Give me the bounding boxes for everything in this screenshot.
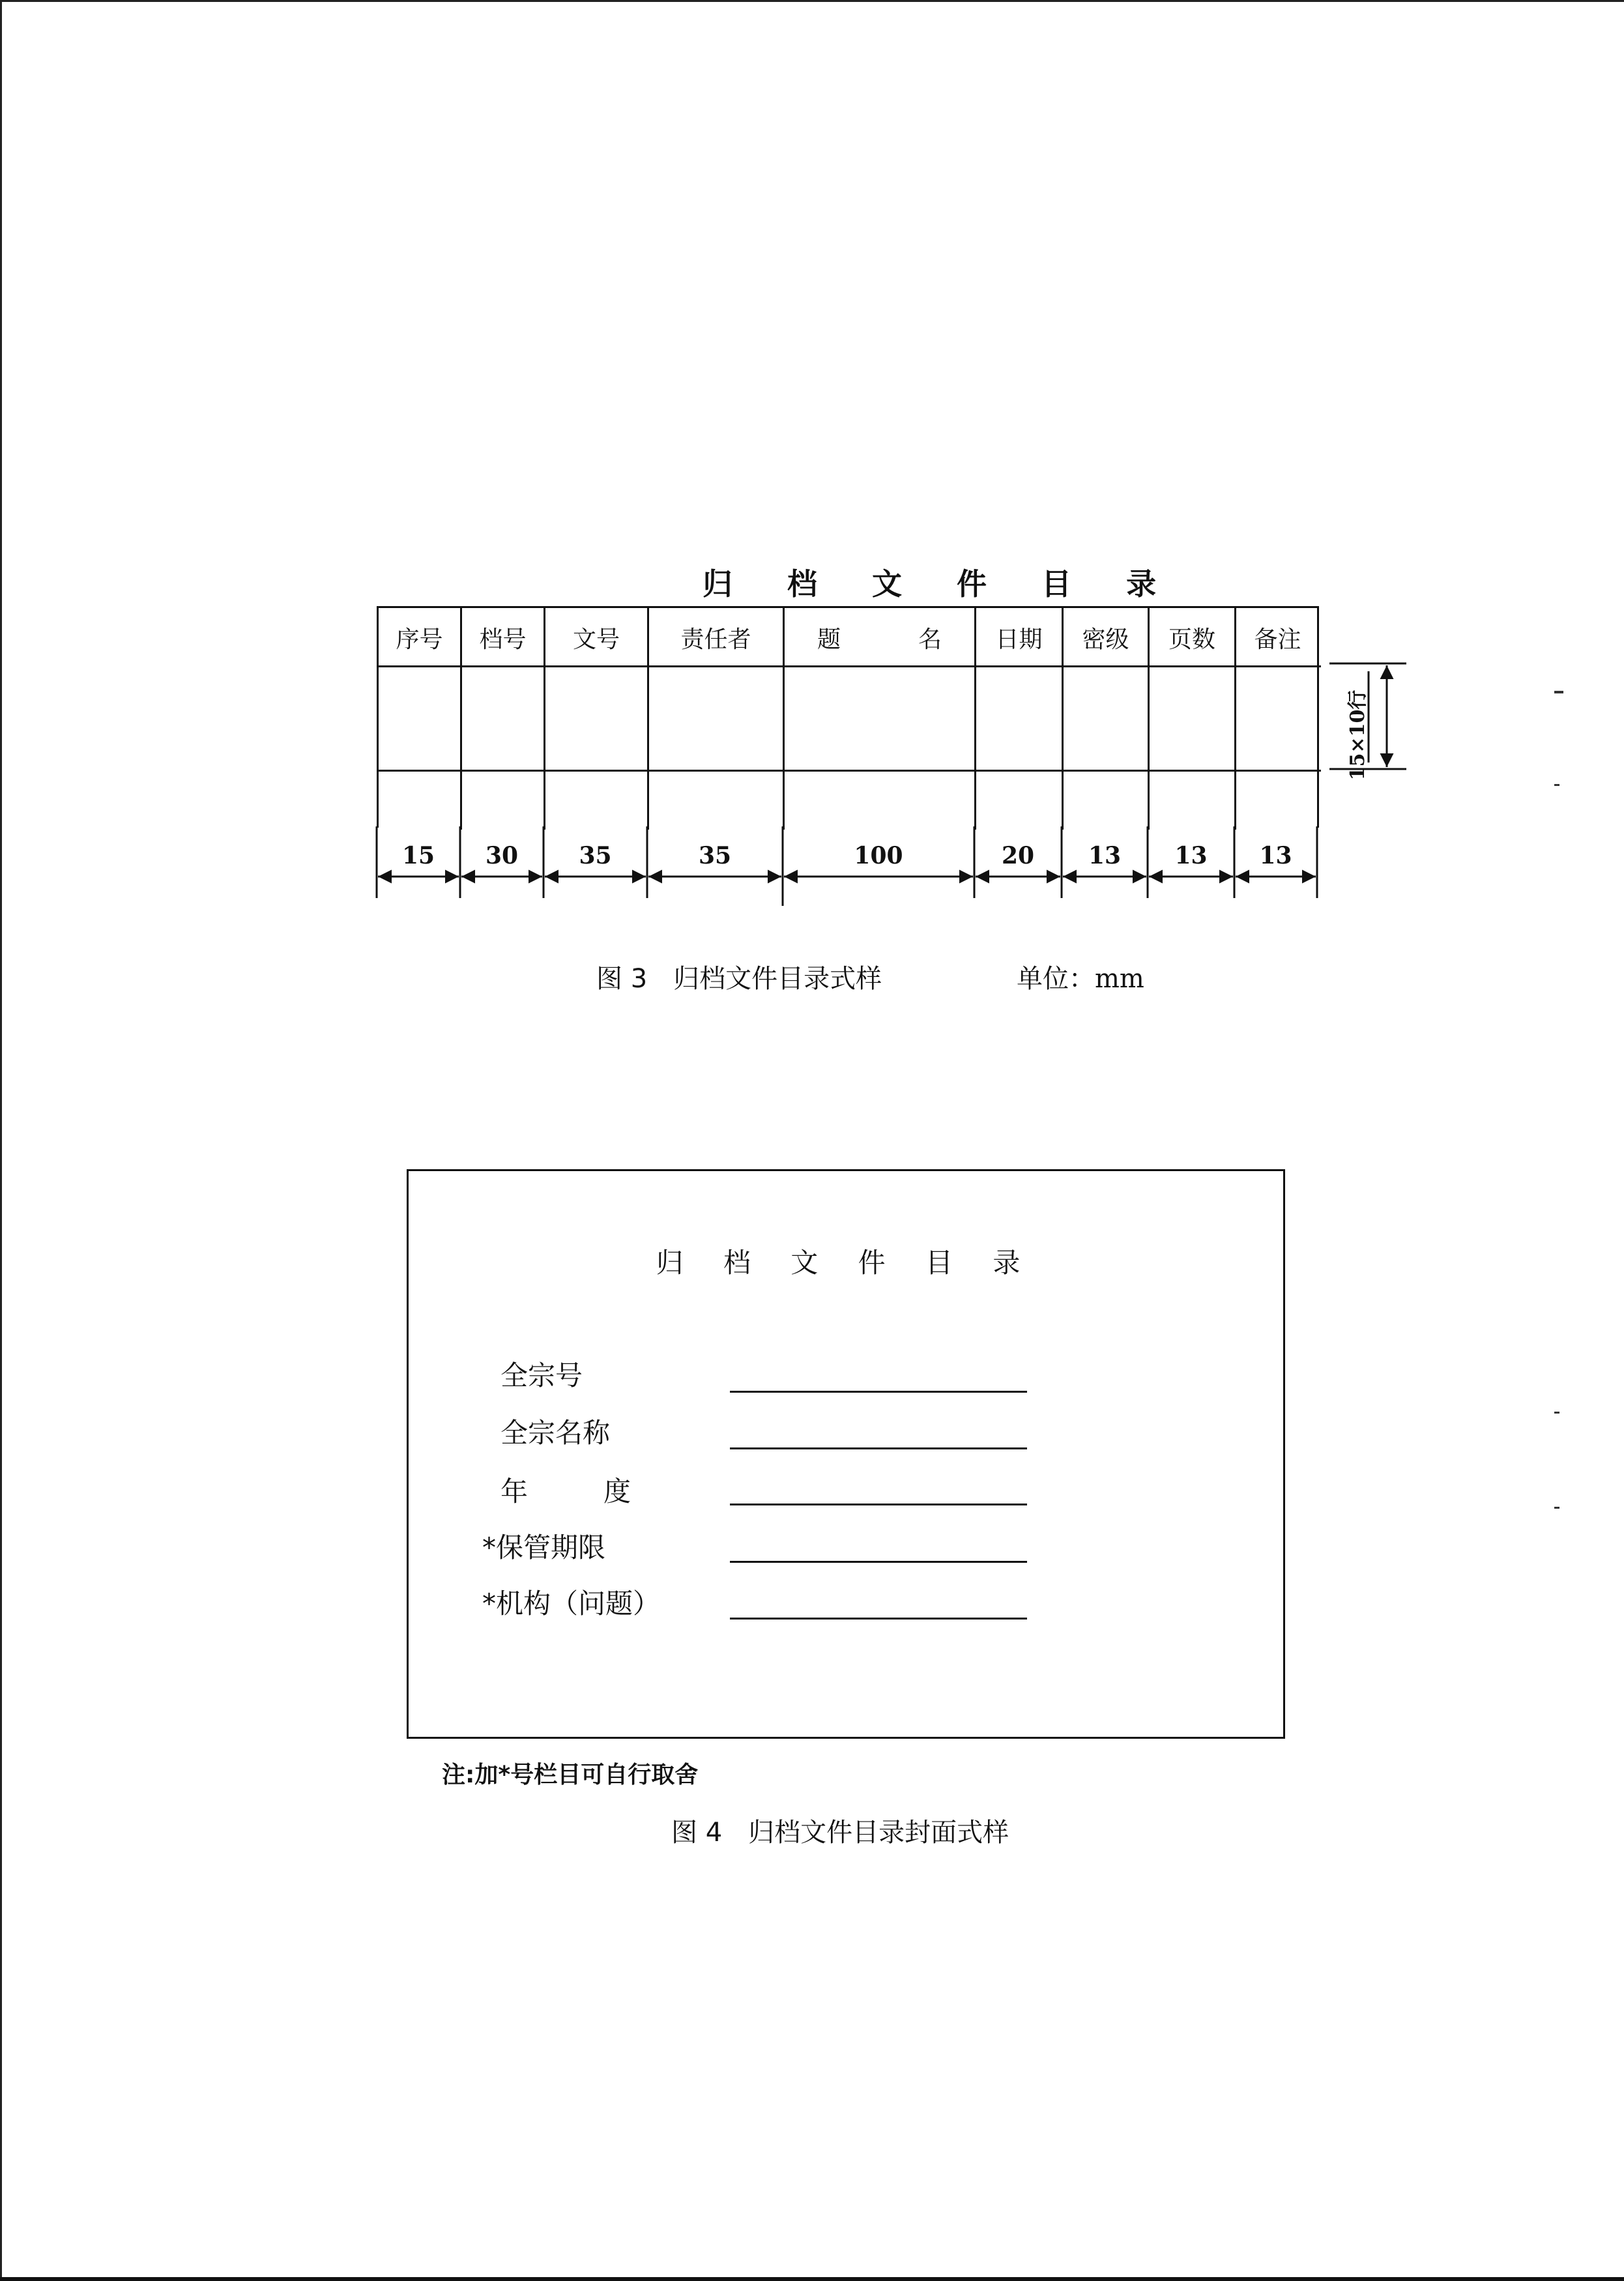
header-cell-title bbox=[785, 621, 974, 654]
optional-fields-note: 注:加*号栏目可自行取舍 bbox=[442, 1762, 699, 1788]
field-label-year bbox=[500, 1472, 631, 1508]
scan-speck bbox=[1554, 1412, 1559, 1414]
field-label-year-part-2: 度 bbox=[603, 1475, 631, 1507]
header-title-part-2: 名 bbox=[918, 626, 942, 653]
catalog-sample-table bbox=[377, 606, 1319, 828]
width-label-remarks: 13 bbox=[1259, 842, 1292, 869]
header-cell-remarks: 备注 bbox=[1254, 626, 1301, 653]
scan-border-left bbox=[0, 0, 2, 2281]
scan-speck bbox=[1554, 784, 1559, 786]
header-title-part-1: 题 bbox=[817, 626, 841, 653]
scan-border-top bbox=[0, 0, 1624, 2]
field-line-fonds-number bbox=[730, 1391, 1027, 1393]
scan-speck bbox=[1554, 691, 1563, 693]
header-cell-security-level: 密级 bbox=[1082, 626, 1129, 653]
header-cell-page-count: 页数 bbox=[1168, 626, 1215, 653]
figure3-table-title: 归 档 文 件 目 录 bbox=[703, 566, 1179, 602]
width-label-page-count: 13 bbox=[1174, 842, 1208, 869]
field-label-retention-period: *保管期限 bbox=[482, 1532, 606, 1563]
header-row-divider bbox=[379, 665, 1321, 667]
field-label-fonds-name: 全宗名称 bbox=[500, 1417, 611, 1449]
field-line-organization-issue bbox=[730, 1618, 1027, 1620]
width-label-archive-number: 30 bbox=[485, 842, 519, 869]
body-row-divider bbox=[379, 770, 1321, 772]
header-cell-sequence: 序号 bbox=[396, 626, 443, 653]
width-label-title: 100 bbox=[854, 842, 903, 869]
width-label-security-level: 13 bbox=[1088, 842, 1122, 869]
width-label-date: 20 bbox=[1001, 842, 1035, 869]
field-line-retention-period bbox=[730, 1561, 1027, 1563]
header-cell-document-number: 文号 bbox=[572, 626, 620, 653]
figure3-unit bbox=[1017, 958, 1144, 995]
unit-label: 单位： bbox=[1017, 964, 1095, 994]
field-label-fonds-number: 全宗号 bbox=[500, 1359, 583, 1391]
unit-value: mm bbox=[1095, 964, 1144, 994]
header-cell-archive-number: 档号 bbox=[479, 626, 527, 653]
width-label-document-number: 35 bbox=[579, 842, 612, 869]
figure3-caption: 图 3 归档文件目录式样 bbox=[596, 964, 882, 994]
field-line-year bbox=[730, 1504, 1027, 1505]
field-label-organization-issue: *机构（问题） bbox=[482, 1588, 661, 1620]
row-height-label: 15×10行 bbox=[1346, 690, 1369, 781]
width-label-responsible-party: 35 bbox=[698, 842, 732, 869]
figure4-caption: 图 4 归档文件目录封面式样 bbox=[671, 1818, 1009, 1848]
cover-title: 归 档 文 件 目 录 bbox=[656, 1247, 1036, 1279]
header-cell-responsible-party: 责任者 bbox=[680, 626, 751, 653]
scan-speck bbox=[1554, 1507, 1559, 1509]
field-label-year-part-1: 年 bbox=[500, 1475, 529, 1507]
field-line-fonds-name bbox=[730, 1447, 1027, 1449]
header-cell-date: 日期 bbox=[995, 626, 1043, 653]
width-label-sequence: 15 bbox=[401, 842, 435, 869]
scan-border-bottom bbox=[0, 2277, 1624, 2281]
